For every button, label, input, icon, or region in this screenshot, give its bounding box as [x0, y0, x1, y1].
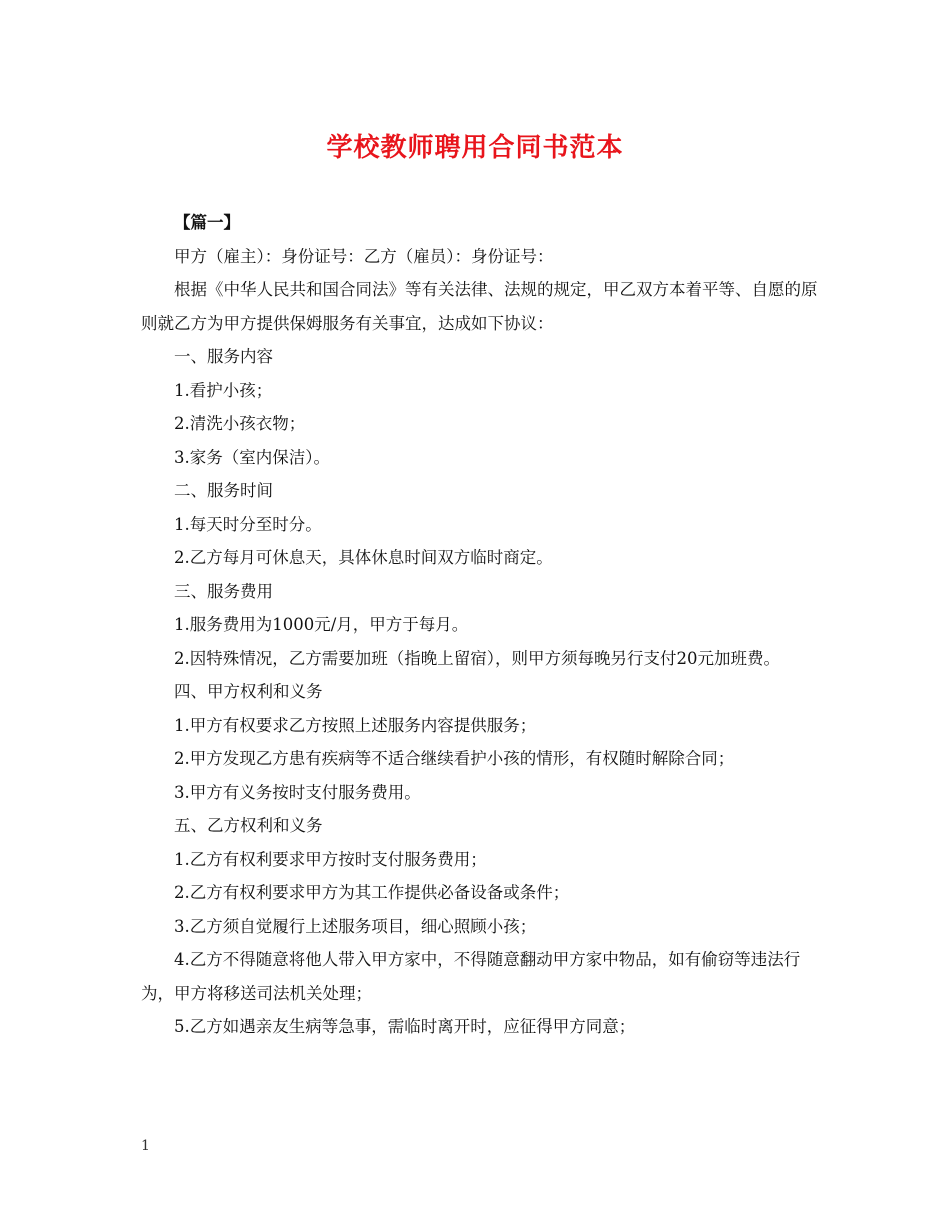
paragraph: 根据《中华人民共和国合同法》等有关法律、法规的规定，甲乙双方本着平等、自愿的原则就乙方为甲方提供保姆服务有关事宜，达成如下协议： [141, 280, 818, 333]
paragraph: 1.看护小孩； [174, 380, 273, 400]
paragraph: 2.因特殊情况，乙方需要加班（指晚上留宿），则甲方须每晚另行支付20元加班费。 [174, 648, 780, 668]
document-body [141, 206, 827, 1044]
paragraph: 【篇一】 [174, 213, 240, 232]
paragraph: 3.乙方须自觉履行上述服务项目，细心照顾小孩； [174, 916, 537, 936]
paragraph: 2.乙方每月可休息天，具体休息时间双方临时商定。 [174, 548, 553, 567]
paragraph: 5.乙方如遇亲友生病等急事，需临时离开时，应征得甲方同意； [174, 1017, 636, 1036]
page-number: 1 [141, 1138, 150, 1154]
paragraph: 3.家务（室内保洁）。 [174, 447, 330, 467]
paragraph: 五、乙方权利和义务 [174, 816, 323, 835]
paragraph: 2.甲方发现乙方患有疾病等不适合继续看护小孩的情形，有权随时解除合同； [174, 749, 735, 768]
paragraph: 2.乙方有权利要求甲方为其工作提供必备设备或条件； [174, 883, 570, 902]
paragraph: 1.服务费用为1000元/月，甲方于每月。 [174, 615, 469, 634]
paragraph: 2.清洗小孩衣物； [174, 414, 306, 433]
paragraph: 1.每天时分至时分。 [174, 514, 322, 534]
document-title: 学校教师聘用合同书范本 [326, 133, 624, 163]
paragraph: 4.乙方不得随意将他人带入甲方家中，不得随意翻动甲方家中物品，如有偷窃等违法行为，甲方将移送司法机关处理； [141, 950, 801, 1003]
paragraph: 甲方（雇主）：身份证号：乙方（雇员）：身份证号： [174, 246, 554, 266]
paragraph: 一、服务内容 [174, 347, 273, 366]
paragraph: 二、服务时间 [174, 481, 273, 500]
paragraph: 1.乙方有权利要求甲方按时支付服务费用； [174, 849, 487, 869]
paragraph: 1.甲方有权要求乙方按照上述服务内容提供服务； [174, 715, 537, 735]
paragraph: 四、甲方权利和义务 [174, 682, 323, 701]
paragraph: 三、服务费用 [174, 581, 273, 601]
paragraph: 3.甲方有义务按时支付服务费用。 [174, 782, 421, 802]
